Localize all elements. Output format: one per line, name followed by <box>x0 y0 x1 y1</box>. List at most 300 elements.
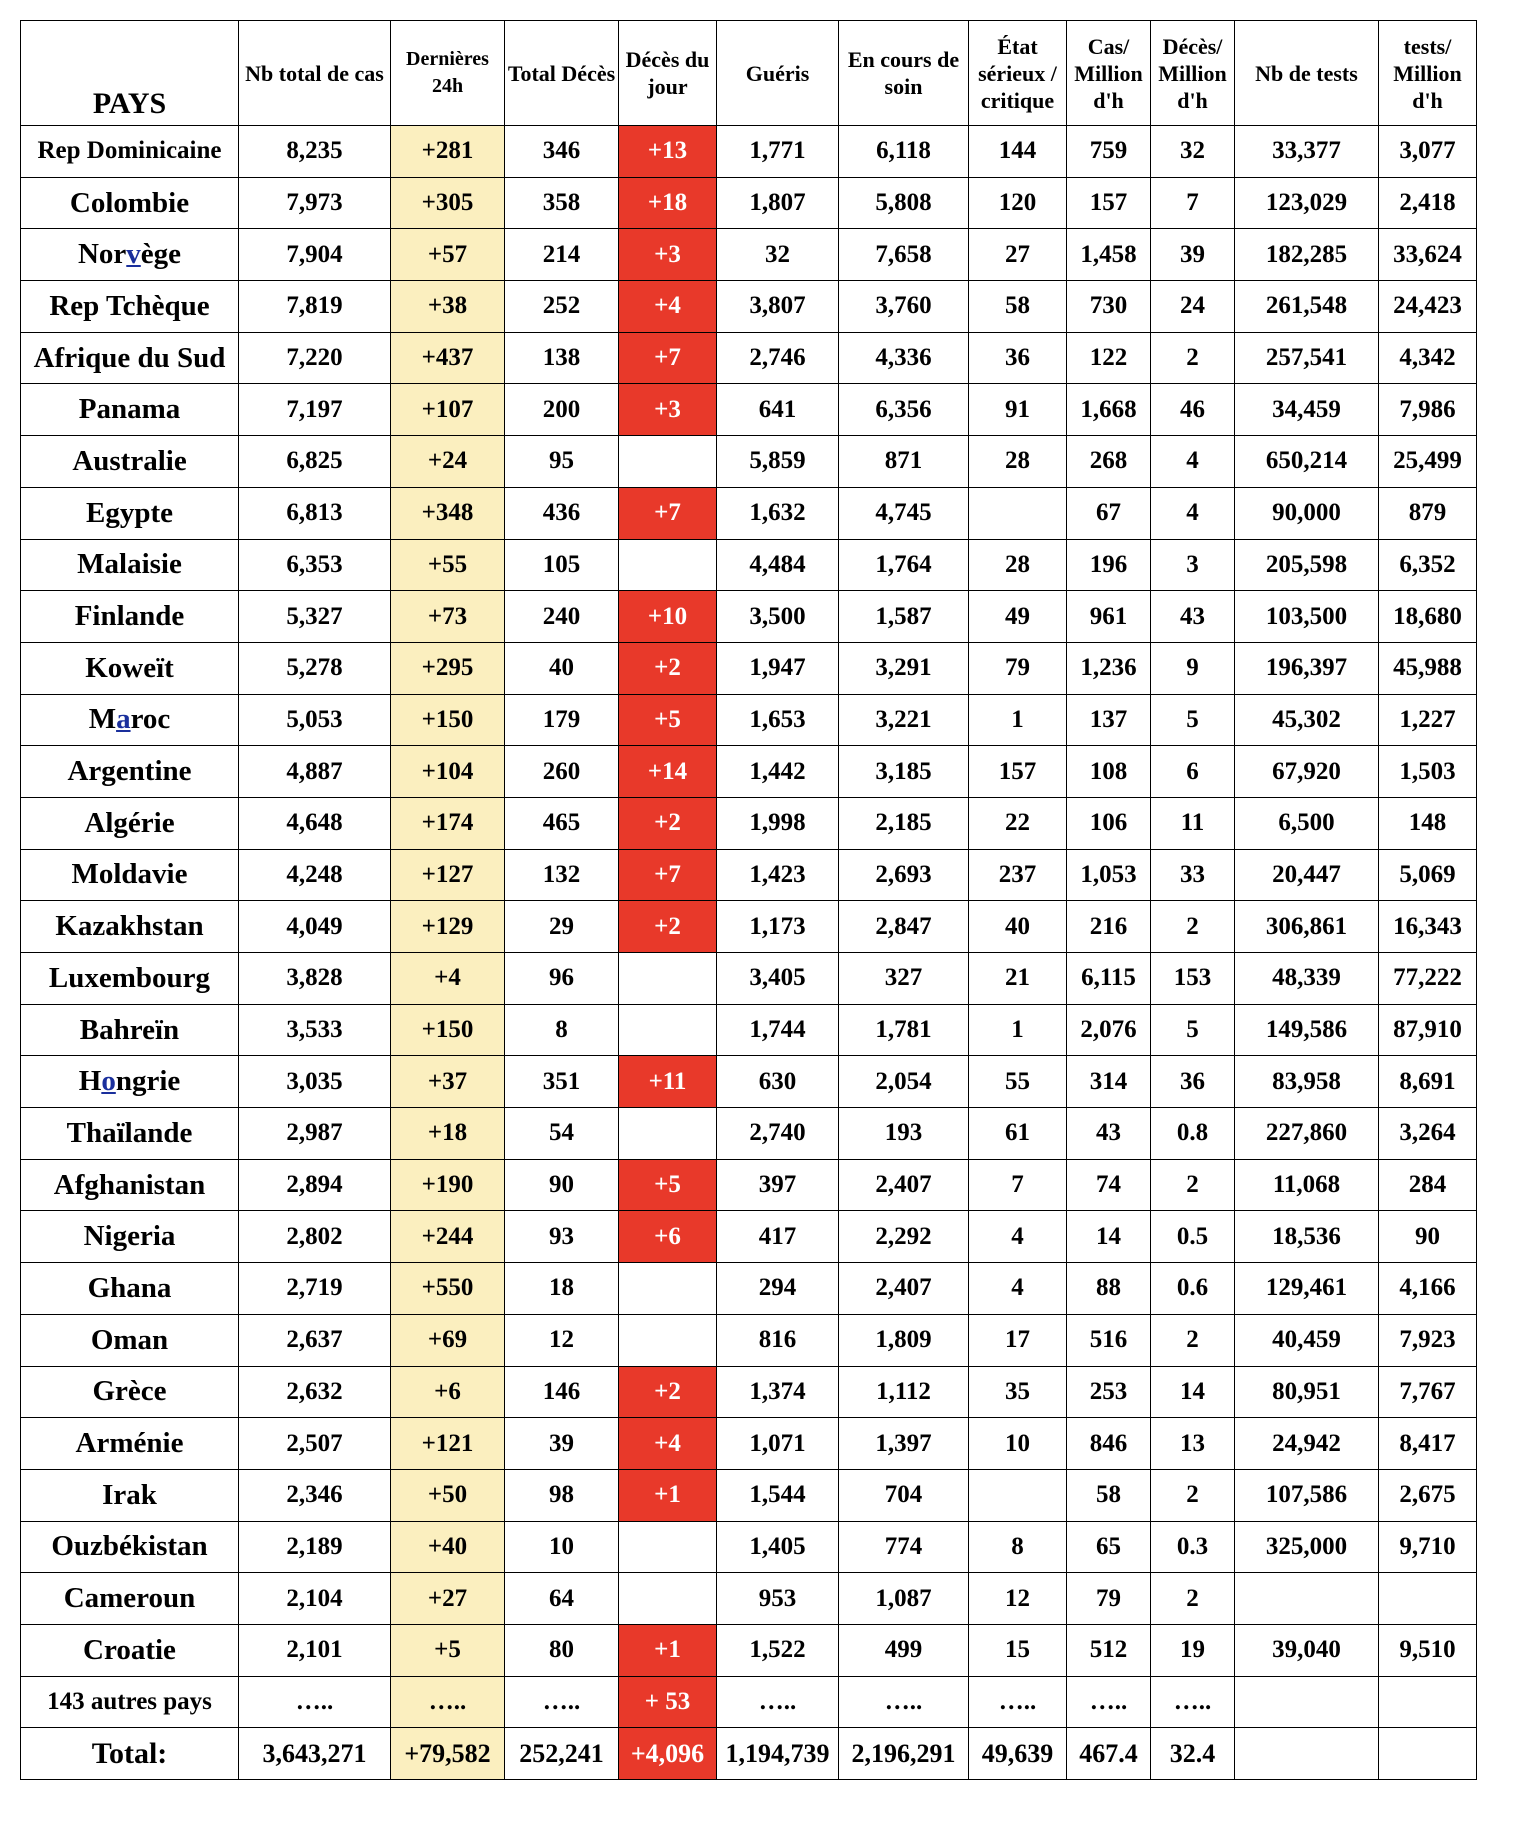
cell-new: +550 <box>391 1263 505 1315</box>
cell-new: +305 <box>391 177 505 229</box>
cell-active: 6,356 <box>839 384 969 436</box>
cell-cases: 3,643,271 <box>239 1728 391 1780</box>
table-row <box>21 694 1477 746</box>
cell-cpm: 467.4 <box>1067 1728 1151 1780</box>
cell-active: 499 <box>839 1624 969 1676</box>
cell-tests: 40,459 <box>1235 1314 1379 1366</box>
cell-tpm: 3,077 <box>1379 126 1477 178</box>
cell-dpm: 43 <box>1151 591 1235 643</box>
cell-dpm: 36 <box>1151 1056 1235 1108</box>
cell-tpm: 9,510 <box>1379 1624 1477 1676</box>
cell-cases: 4,887 <box>239 746 391 798</box>
cell-deaths: 18 <box>505 1263 619 1315</box>
cell-dpm: 9 <box>1151 642 1235 694</box>
link-letter: v <box>126 238 141 271</box>
cell-tpm: 1,227 <box>1379 694 1477 746</box>
cell-tests: 325,000 <box>1235 1521 1379 1573</box>
cell-deaths-day: +7 <box>619 487 717 539</box>
cell-cases: 2,719 <box>239 1263 391 1315</box>
cell-country: Hongrie <box>21 1056 239 1108</box>
cell-tpm: 9,710 <box>1379 1521 1477 1573</box>
cell-critical: 237 <box>969 849 1067 901</box>
cell-cpm: 79 <box>1067 1573 1151 1625</box>
cell-country: Thaïlande <box>21 1108 239 1160</box>
cell-cpm: 106 <box>1067 797 1151 849</box>
cell-deaths-day <box>619 1263 717 1315</box>
table-row <box>21 953 1477 1005</box>
cell-cases: 6,825 <box>239 436 391 488</box>
header-last24: Dernières 24h <box>391 21 505 126</box>
cell-tpm: 2,675 <box>1379 1469 1477 1521</box>
cell-active: 7,658 <box>839 229 969 281</box>
cell-critical: 49,639 <box>969 1728 1067 1780</box>
link-letter: o <box>101 1065 116 1098</box>
cell-deaths-day: +2 <box>619 797 717 849</box>
cell-deaths: 146 <box>505 1366 619 1418</box>
cell-tests: 18,536 <box>1235 1211 1379 1263</box>
cell-new: +24 <box>391 436 505 488</box>
cell-critical: 1 <box>969 694 1067 746</box>
cell-deaths: 252 <box>505 281 619 333</box>
cell-tests: 48,339 <box>1235 953 1379 1005</box>
cell-cpm: 74 <box>1067 1159 1151 1211</box>
cell-cases: ….. <box>239 1676 391 1728</box>
cell-deaths-day: +10 <box>619 591 717 643</box>
cell-recovered: 1,744 <box>717 1004 839 1056</box>
cell-dpm: 32 <box>1151 126 1235 178</box>
cell-new: +244 <box>391 1211 505 1263</box>
cell-tpm: 2,418 <box>1379 177 1477 229</box>
cell-new: +4 <box>391 953 505 1005</box>
cell-country: Egypte <box>21 487 239 539</box>
cell-cpm: 730 <box>1067 281 1151 333</box>
cell-critical: 4 <box>969 1211 1067 1263</box>
cell-active: ….. <box>839 1676 969 1728</box>
cell-tpm: 284 <box>1379 1159 1477 1211</box>
cell-new: +79,582 <box>391 1728 505 1780</box>
cell-cpm: 314 <box>1067 1056 1151 1108</box>
cell-active: 1,112 <box>839 1366 969 1418</box>
cell-country: Croatie <box>21 1624 239 1676</box>
cell-cases: 4,248 <box>239 849 391 901</box>
cell-critical: 17 <box>969 1314 1067 1366</box>
cell-tests: 650,214 <box>1235 436 1379 488</box>
cell-dpm: 32.4 <box>1151 1728 1235 1780</box>
cell-tpm: 77,222 <box>1379 953 1477 1005</box>
cell-tests: 107,586 <box>1235 1469 1379 1521</box>
header-row <box>21 21 1477 126</box>
cell-active: 2,847 <box>839 901 969 953</box>
cell-cpm: 2,076 <box>1067 1004 1151 1056</box>
cell-cpm: 58 <box>1067 1469 1151 1521</box>
cell-country: Maroc <box>21 694 239 746</box>
cell-new: +57 <box>391 229 505 281</box>
cell-new: +6 <box>391 1366 505 1418</box>
cell-recovered: 1,173 <box>717 901 839 953</box>
table-row <box>21 436 1477 488</box>
cell-cases: 5,327 <box>239 591 391 643</box>
cell-country: Panama <box>21 384 239 436</box>
cell-recovered: 1,405 <box>717 1521 839 1573</box>
cell-recovered: 1,194,739 <box>717 1728 839 1780</box>
cell-tpm <box>1379 1573 1477 1625</box>
cell-country: Ouzbékistan <box>21 1521 239 1573</box>
cell-recovered: 1,947 <box>717 642 839 694</box>
cell-new: +437 <box>391 332 505 384</box>
cell-cpm: 1,668 <box>1067 384 1151 436</box>
table-row <box>21 126 1477 178</box>
table-row <box>21 332 1477 384</box>
cell-dpm: 19 <box>1151 1624 1235 1676</box>
cell-cpm: 216 <box>1067 901 1151 953</box>
cell-cpm: 846 <box>1067 1418 1151 1470</box>
cell-recovered: 1,423 <box>717 849 839 901</box>
cell-cases: 3,533 <box>239 1004 391 1056</box>
table-row <box>21 229 1477 281</box>
cell-country: Algérie <box>21 797 239 849</box>
cell-deaths-day: +6 <box>619 1211 717 1263</box>
cell-critical: ….. <box>969 1676 1067 1728</box>
cell-deaths: 358 <box>505 177 619 229</box>
cell-deaths-day: +5 <box>619 1159 717 1211</box>
cell-deaths: 10 <box>505 1521 619 1573</box>
cell-active: 871 <box>839 436 969 488</box>
cell-cases: 2,507 <box>239 1418 391 1470</box>
cell-critical: 27 <box>969 229 1067 281</box>
cell-cases: 2,802 <box>239 1211 391 1263</box>
cell-country: Kazakhstan <box>21 901 239 953</box>
cell-tests: 205,598 <box>1235 539 1379 591</box>
cell-deaths-day <box>619 1004 717 1056</box>
cell-deaths: 40 <box>505 642 619 694</box>
table-row <box>21 1676 1477 1728</box>
cell-deaths: 138 <box>505 332 619 384</box>
cell-recovered: 32 <box>717 229 839 281</box>
cell-cpm: 268 <box>1067 436 1151 488</box>
cell-dpm: 3 <box>1151 539 1235 591</box>
cell-active: 1,087 <box>839 1573 969 1625</box>
cell-tpm: 7,923 <box>1379 1314 1477 1366</box>
cell-recovered: 816 <box>717 1314 839 1366</box>
cell-country: Irak <box>21 1469 239 1521</box>
cell-active: 4,336 <box>839 332 969 384</box>
cell-deaths-day <box>619 953 717 1005</box>
cell-deaths-day: +1 <box>619 1469 717 1521</box>
cell-deaths: 132 <box>505 849 619 901</box>
cell-tests <box>1235 1728 1379 1780</box>
cell-critical: 10 <box>969 1418 1067 1470</box>
cell-recovered: 1,522 <box>717 1624 839 1676</box>
cell-active: 3,221 <box>839 694 969 746</box>
table-row <box>21 746 1477 798</box>
cell-dpm: ….. <box>1151 1676 1235 1728</box>
cell-deaths-day <box>619 1573 717 1625</box>
cell-new: +295 <box>391 642 505 694</box>
cell-recovered: 5,859 <box>717 436 839 488</box>
cell-recovered: 1,544 <box>717 1469 839 1521</box>
cell-critical: 22 <box>969 797 1067 849</box>
link-letter: a <box>116 703 131 736</box>
cell-tests: 20,447 <box>1235 849 1379 901</box>
table-row <box>21 1211 1477 1263</box>
cell-country: Koweït <box>21 642 239 694</box>
cell-dpm: 2 <box>1151 1573 1235 1625</box>
cell-cpm: 157 <box>1067 177 1151 229</box>
cell-dpm: 2 <box>1151 901 1235 953</box>
cell-deaths-day: +7 <box>619 332 717 384</box>
cell-tpm: 8,417 <box>1379 1418 1477 1470</box>
cell-tpm: 33,624 <box>1379 229 1477 281</box>
cell-cpm: 516 <box>1067 1314 1151 1366</box>
cell-country: Afghanistan <box>21 1159 239 1211</box>
cell-tpm: 879 <box>1379 487 1477 539</box>
cell-country: Arménie <box>21 1418 239 1470</box>
cell-recovered: 3,405 <box>717 953 839 1005</box>
cell-country: Australie <box>21 436 239 488</box>
cell-new: +55 <box>391 539 505 591</box>
cell-recovered: 4,484 <box>717 539 839 591</box>
cell-deaths-day: +18 <box>619 177 717 229</box>
header-pays: PAYS <box>21 21 239 126</box>
cell-tests: 24,942 <box>1235 1418 1379 1470</box>
cell-deaths-day: +4 <box>619 281 717 333</box>
table-row <box>21 539 1477 591</box>
cell-cases: 2,346 <box>239 1469 391 1521</box>
cell-tests <box>1235 1573 1379 1625</box>
table-row <box>21 1056 1477 1108</box>
cell-recovered: 1,442 <box>717 746 839 798</box>
cell-new: +50 <box>391 1469 505 1521</box>
cell-active: 193 <box>839 1108 969 1160</box>
cell-new: +281 <box>391 126 505 178</box>
cell-cpm: 65 <box>1067 1521 1151 1573</box>
cell-deaths-day: +14 <box>619 746 717 798</box>
cell-recovered: 1,771 <box>717 126 839 178</box>
cell-deaths: 260 <box>505 746 619 798</box>
cell-deaths: ….. <box>505 1676 619 1728</box>
table-row <box>21 849 1477 901</box>
cell-country: Cameroun <box>21 1573 239 1625</box>
table-row <box>21 1366 1477 1418</box>
table-row <box>21 1263 1477 1315</box>
cell-deaths-day: +4 <box>619 1418 717 1470</box>
cell-tests: 306,861 <box>1235 901 1379 953</box>
table-row <box>21 1159 1477 1211</box>
header-cases-per-million: Cas/ Million d'h <box>1067 21 1151 126</box>
cell-dpm: 5 <box>1151 1004 1235 1056</box>
table-row <box>21 1004 1477 1056</box>
table-row <box>21 487 1477 539</box>
cell-cases: 5,053 <box>239 694 391 746</box>
cell-new: +104 <box>391 746 505 798</box>
cell-deaths-day: +2 <box>619 1366 717 1418</box>
cell-new: +127 <box>391 849 505 901</box>
header-deaths-day: Décès du jour <box>619 21 717 126</box>
cell-new: +69 <box>391 1314 505 1366</box>
cell-active: 3,185 <box>839 746 969 798</box>
cell-dpm: 2 <box>1151 1314 1235 1366</box>
cell-dpm: 2 <box>1151 1159 1235 1211</box>
cell-recovered: ….. <box>717 1676 839 1728</box>
cell-cpm: 43 <box>1067 1108 1151 1160</box>
cell-active: 3,760 <box>839 281 969 333</box>
cell-tpm <box>1379 1728 1477 1780</box>
cell-recovered: 1,071 <box>717 1418 839 1470</box>
cell-deaths: 95 <box>505 436 619 488</box>
cell-dpm: 0.6 <box>1151 1263 1235 1315</box>
cell-active: 327 <box>839 953 969 1005</box>
cell-cases: 2,104 <box>239 1573 391 1625</box>
cell-critical: 28 <box>969 539 1067 591</box>
cell-cpm: 122 <box>1067 332 1151 384</box>
table-row <box>21 1314 1477 1366</box>
cell-tpm: 16,343 <box>1379 901 1477 953</box>
cell-active: 3,291 <box>839 642 969 694</box>
cell-cases: 2,987 <box>239 1108 391 1160</box>
cell-deaths: 8 <box>505 1004 619 1056</box>
table-row <box>21 1469 1477 1521</box>
cell-cpm: ….. <box>1067 1676 1151 1728</box>
cell-deaths: 179 <box>505 694 619 746</box>
cell-deaths-day: +11 <box>619 1056 717 1108</box>
cell-cpm: 14 <box>1067 1211 1151 1263</box>
cell-tests: 129,461 <box>1235 1263 1379 1315</box>
cell-critical: 61 <box>969 1108 1067 1160</box>
cell-deaths: 98 <box>505 1469 619 1521</box>
cell-deaths-day: +2 <box>619 901 717 953</box>
cell-critical: 1 <box>969 1004 1067 1056</box>
table-row <box>21 1108 1477 1160</box>
cell-new: +38 <box>391 281 505 333</box>
cell-tpm: 7,986 <box>1379 384 1477 436</box>
cell-critical <box>969 1469 1067 1521</box>
covid-stats-table <box>20 20 1477 1780</box>
table-row <box>21 177 1477 229</box>
cell-tpm: 4,166 <box>1379 1263 1477 1315</box>
cell-new: +174 <box>391 797 505 849</box>
cell-cases: 7,973 <box>239 177 391 229</box>
cell-deaths: 80 <box>505 1624 619 1676</box>
cell-critical: 120 <box>969 177 1067 229</box>
cell-cpm: 1,458 <box>1067 229 1151 281</box>
cell-tests: 257,541 <box>1235 332 1379 384</box>
cell-critical: 40 <box>969 901 1067 953</box>
header-total-deaths: Total Décès <box>505 21 619 126</box>
cell-critical: 157 <box>969 746 1067 798</box>
table-row <box>21 901 1477 953</box>
cell-tpm: 45,988 <box>1379 642 1477 694</box>
cell-cpm: 1,236 <box>1067 642 1151 694</box>
cell-cpm: 6,115 <box>1067 953 1151 1005</box>
cell-cpm: 108 <box>1067 746 1151 798</box>
cell-tests: 6,500 <box>1235 797 1379 849</box>
cell-recovered: 1,998 <box>717 797 839 849</box>
cell-cpm: 759 <box>1067 126 1151 178</box>
cell-recovered: 2,746 <box>717 332 839 384</box>
table-row <box>21 1624 1477 1676</box>
cell-cases: 4,049 <box>239 901 391 953</box>
cell-country: Rep Dominicaine <box>21 126 239 178</box>
cell-deaths: 64 <box>505 1573 619 1625</box>
cell-country: Rep Tchèque <box>21 281 239 333</box>
cell-deaths-day <box>619 436 717 488</box>
cell-deaths-day <box>619 1521 717 1573</box>
cell-cases: 3,828 <box>239 953 391 1005</box>
cell-country: Finlande <box>21 591 239 643</box>
cell-tpm: 90 <box>1379 1211 1477 1263</box>
cell-tests: 227,860 <box>1235 1108 1379 1160</box>
cell-deaths-day: +13 <box>619 126 717 178</box>
cell-cpm: 512 <box>1067 1624 1151 1676</box>
cell-dpm: 2 <box>1151 1469 1235 1521</box>
cell-cases: 7,197 <box>239 384 391 436</box>
cell-critical: 12 <box>969 1573 1067 1625</box>
cell-tests: 123,029 <box>1235 177 1379 229</box>
header-tests: Nb de tests <box>1235 21 1379 126</box>
cell-deaths-day: +3 <box>619 229 717 281</box>
cell-recovered: 1,374 <box>717 1366 839 1418</box>
cell-recovered: 1,632 <box>717 487 839 539</box>
cell-deaths: 346 <box>505 126 619 178</box>
cell-deaths-day: +2 <box>619 642 717 694</box>
cell-active: 1,397 <box>839 1418 969 1470</box>
cell-recovered: 953 <box>717 1573 839 1625</box>
cell-active: 6,118 <box>839 126 969 178</box>
cell-active: 704 <box>839 1469 969 1521</box>
cell-tpm: 18,680 <box>1379 591 1477 643</box>
cell-recovered: 3,500 <box>717 591 839 643</box>
cell-tpm: 5,069 <box>1379 849 1477 901</box>
cell-deaths: 96 <box>505 953 619 1005</box>
cell-country: Grèce <box>21 1366 239 1418</box>
cell-deaths: 351 <box>505 1056 619 1108</box>
cell-tests: 103,500 <box>1235 591 1379 643</box>
cell-deaths: 105 <box>505 539 619 591</box>
cell-dpm: 6 <box>1151 746 1235 798</box>
cell-tpm: 3,264 <box>1379 1108 1477 1160</box>
cell-critical: 36 <box>969 332 1067 384</box>
table-row <box>21 1521 1477 1573</box>
cell-recovered: 3,807 <box>717 281 839 333</box>
cell-critical: 35 <box>969 1366 1067 1418</box>
cell-deaths: 200 <box>505 384 619 436</box>
cell-cpm: 88 <box>1067 1263 1151 1315</box>
cell-country: Afrique du Sud <box>21 332 239 384</box>
cell-cpm: 67 <box>1067 487 1151 539</box>
cell-new: +5 <box>391 1624 505 1676</box>
cell-cases: 4,648 <box>239 797 391 849</box>
cell-cases: 6,353 <box>239 539 391 591</box>
table-row <box>21 1573 1477 1625</box>
cell-active: 2,054 <box>839 1056 969 1108</box>
cell-country: Norvège <box>21 229 239 281</box>
cell-tpm <box>1379 1676 1477 1728</box>
cell-tests: 261,548 <box>1235 281 1379 333</box>
cell-new: +27 <box>391 1573 505 1625</box>
total-row <box>21 1728 1477 1780</box>
cell-tests: 149,586 <box>1235 1004 1379 1056</box>
cell-cases: 6,813 <box>239 487 391 539</box>
cell-recovered: 294 <box>717 1263 839 1315</box>
cell-dpm: 39 <box>1151 229 1235 281</box>
cell-critical: 15 <box>969 1624 1067 1676</box>
cell-critical: 28 <box>969 436 1067 488</box>
cell-tests: 34,459 <box>1235 384 1379 436</box>
cell-cases: 7,819 <box>239 281 391 333</box>
cell-active: 1,764 <box>839 539 969 591</box>
cell-new: +150 <box>391 1004 505 1056</box>
cell-recovered: 417 <box>717 1211 839 1263</box>
